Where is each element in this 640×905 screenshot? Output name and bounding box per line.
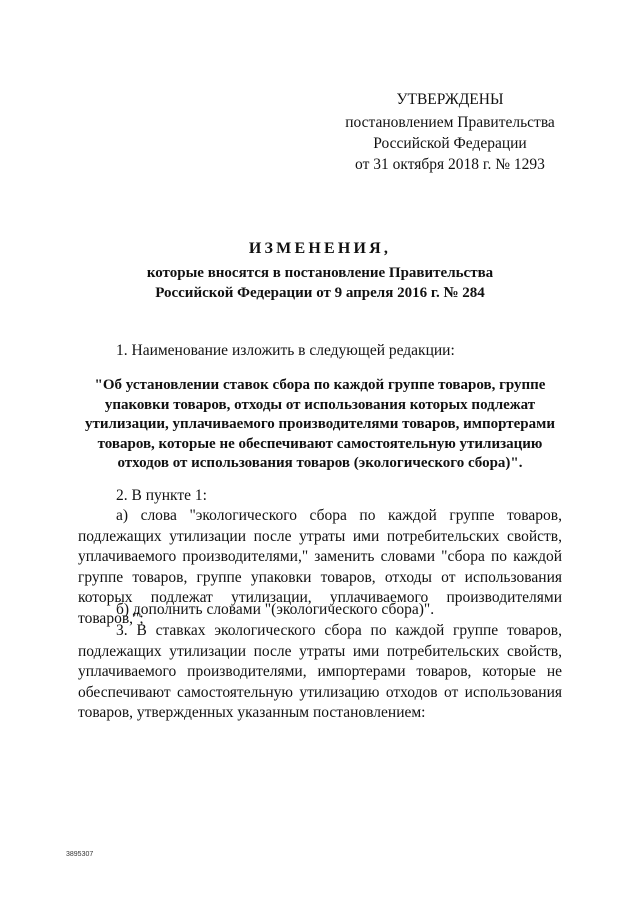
item-2b: б) дополнить словами "(экологического сбора)". bbox=[116, 601, 435, 618]
document-number: 3895307 bbox=[66, 851, 94, 858]
approval-heading: УТВЕРЖДЕНЫ bbox=[396, 91, 504, 108]
item-2: 2. В пункте 1: bbox=[116, 487, 207, 504]
document-title: ИЗМЕНЕНИЯ, bbox=[248, 240, 392, 257]
item-1: 1. Наименование изложить в следующей редакции: bbox=[116, 342, 455, 359]
item-3: 3. В ставках экологического сбора по каждой группе товаров, подлежащих утилизации после утраты ими потребительских свойств, уплачиваемого производителями, импортерами товаров, которые не обеспечивают самостоятельную утилизацию отходов от использования товаров, утвержденных указанным постановлением: bbox=[78, 622, 562, 721]
subtitle-line: Российской Федерации от 9 апреля 2016 г. № 284 bbox=[155, 285, 485, 301]
approval-date: от 31 октября 2018 г. № 1293 bbox=[355, 156, 545, 173]
approval-line: Российской Федерации bbox=[373, 135, 527, 152]
new-name-text: "Об установлении ставок сбора по каждой группе товаров, группе упаковки товаров, отходы от использования которых подлежат утилизации, уплачиваемого производителями товаров, импортерами товаров, которые не обеспечивают самостоятельную утилизацию отходов от использования товаров (экологического сбора)". bbox=[84, 377, 555, 471]
approval-line: постановлением Правительства bbox=[345, 114, 555, 131]
approval-block bbox=[300, 89, 600, 175]
subtitle-line: которые вносятся в постановление Правительства bbox=[146, 265, 494, 281]
item-2a: а) слова "экологического сбора по каждой группе товаров, подлежащих утилизации после утраты ими потребительских свойств, уплачиваемого производителями," заменить словами "сбора по каждой группе товаров, группе упаковки товаров, отходы от использования которых подлежат утилизации, уплачиваемого производителями товаров,"; bbox=[78, 507, 562, 627]
document-subtitle bbox=[0, 263, 640, 303]
